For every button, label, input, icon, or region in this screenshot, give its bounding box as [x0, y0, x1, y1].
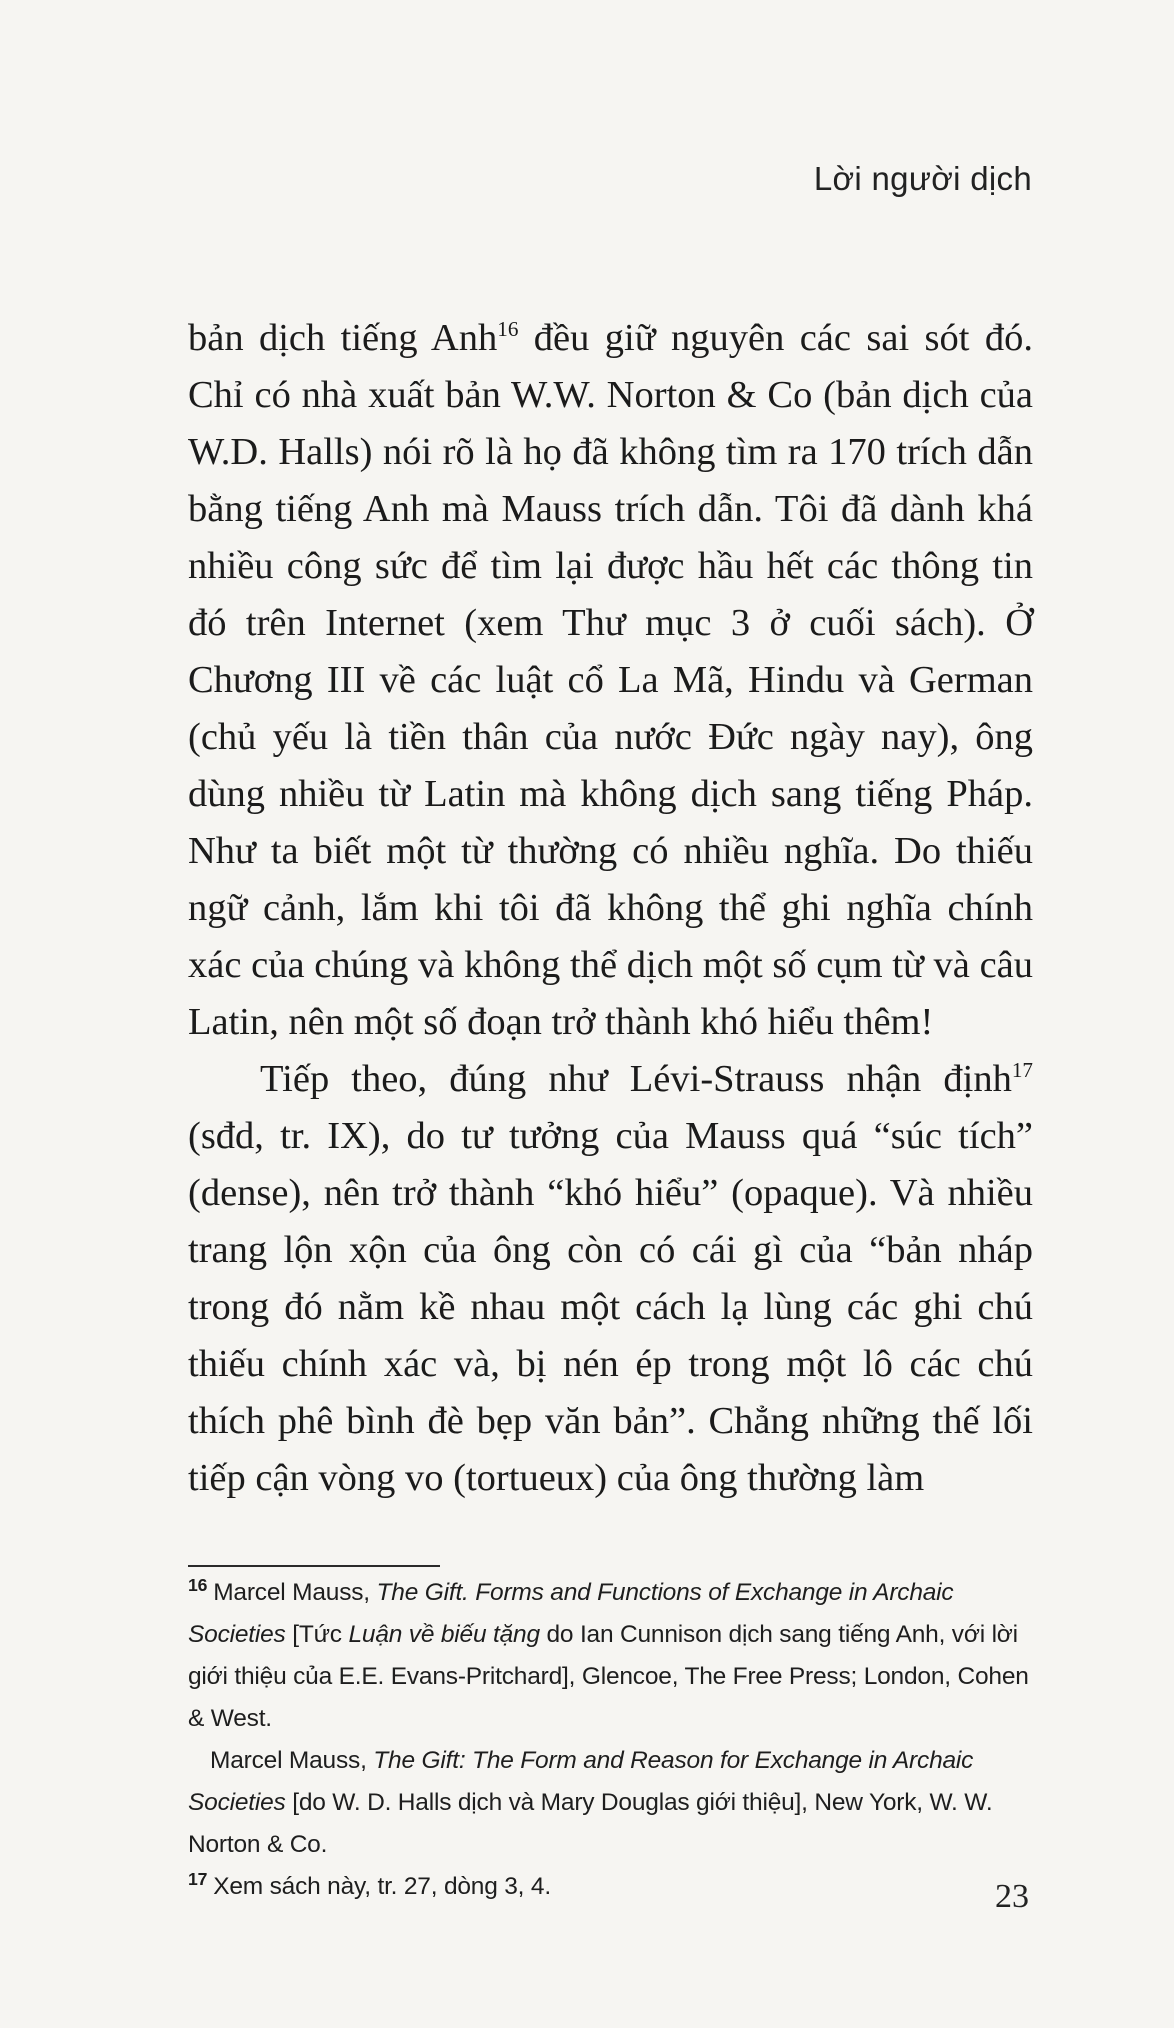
footnote-number: 16 — [188, 1574, 208, 1595]
footnote-number: 17 — [188, 1868, 208, 1889]
paragraph-2: Tiếp theo, đúng như Lévi-Strauss nhận định$^{17}$ (sđd, tr. IX), do tư tưởng của Mauss quá “súc tích” (dense), nên trở thành “khó hiểu” (opaque). Và nhiều trang lộn xộn của ông còn có cái gì của “bản nháp trong đó nằm kề nhau một cách lạ lùng các ghi chú thiếu chính xác và, bị nén ép trong một lô các chú thích phê bình đè bẹp văn bản”. Chẳng những thế lối tiếp cận vòng vo (tortueux) của ông thường làm — [188, 1058, 1033, 1499]
footnote-16-continued: Marcel Mauss, The Gift: The Form and Reason for Exchange in Archaic Societies [do W. D. Halls dịch và Mary Douglas giới thiệu], New York, W. W. Norton & Co. — [188, 1747, 993, 1858]
footnote-ref-16: 16 — [497, 317, 519, 342]
footnote-divider — [188, 1565, 440, 1567]
footnotes — [188, 1572, 1038, 1908]
body-text — [188, 310, 1033, 1507]
footnote-ref-17: 17 — [1011, 1058, 1033, 1083]
page-number: 23 — [995, 1878, 1029, 1915]
footnote-16: $^{16}$ Marcel Mauss, The Gift. Forms and Functions of Exchange in Archaic Societies [Tức Luận về biếu tặng do Ian Cunnison dịch sang tiếng Anh, với lời giới thiệu của E.E. Evans-Pritchard], Glencoe, The Free Press; London, Cohen & West. — [188, 1574, 1029, 1732]
paragraph-1: bản dịch tiếng Anh$^{16}$ đều giữ nguyên các sai sót đó. Chỉ có nhà xuất bản W.W. Norton & Co (bản dịch của W.D. Halls) nói rõ là họ đã không tìm ra 170 trích dẫn bằng tiếng Anh mà Mauss trích dẫn. Tôi đã dành khá nhiều công sức để tìm lại được hầu hết các thông tin đó trên Internet (xem Thư mục 3 ở cuối sách). Ở Chương III về các luật cổ La Mã, Hindu và German (chủ yếu là tiền thân của nước Đức ngày nay), ông dùng nhiều từ Latin mà không dịch sang tiếng Pháp. Như ta biết một từ thường có nhiều nghĩa. Do thiếu ngữ cảnh, lắm khi tôi đã không thể ghi nghĩa chính xác của chúng và không thể dịch một số cụm từ và câu Latin, nên một số đoạn trở thành khó hiểu thêm! — [188, 317, 1033, 1043]
footnote-17: $^{17}$ Xem sách này, tr. 27, dòng 3, 4. — [188, 1868, 551, 1900]
running-head: Lời người dịch — [813, 160, 1032, 197]
